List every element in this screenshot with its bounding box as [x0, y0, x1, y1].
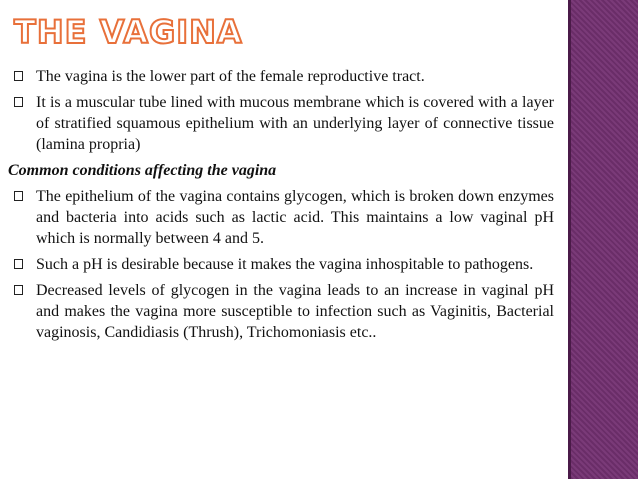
bullet-item: [8, 66, 554, 87]
square-bullet-icon: [14, 285, 23, 295]
square-bullet-icon: [14, 97, 23, 107]
square-bullet-icon: [14, 71, 23, 81]
section-heading: Common conditions affecting the vagina: [8, 162, 277, 179]
bullet-text: The epithelium of the vagina contains glycogen, which is broken down enzymes and bacteria into acids such as lactic acid. This maintains a low vaginal pH which is normally between 4 and 5.: [36, 188, 554, 247]
square-bullet-icon: [14, 191, 23, 201]
bullet-item: [8, 254, 554, 275]
decorative-side-bar: [568, 0, 638, 479]
bullet-text: Decreased levels of glycogen in the vagina leads to an increase in vaginal pH and makes the vagina more susceptible to infection such as Vaginitis, Bacterial vaginosis, Candidiasis (Thrush), Trichomoniasis etc..: [36, 282, 554, 341]
bullet-text: It is a muscular tube lined with mucous membrane which is covered with a layer of stratified squamous epithelium with an underlying layer of connective tissue (lamina propria): [36, 94, 554, 153]
slide-content: [8, 66, 554, 348]
slide-title: THE VAGINA: [14, 13, 243, 51]
bullet-item: [8, 92, 554, 155]
bullet-item: [8, 186, 554, 249]
square-bullet-icon: [14, 259, 23, 269]
bullet-item: [8, 280, 554, 343]
bullet-text: Such a pH is desirable because it makes the vagina inhospitable to pathogens.: [36, 256, 534, 273]
bullet-text: The vagina is the lower part of the female reproductive tract.: [36, 68, 425, 85]
